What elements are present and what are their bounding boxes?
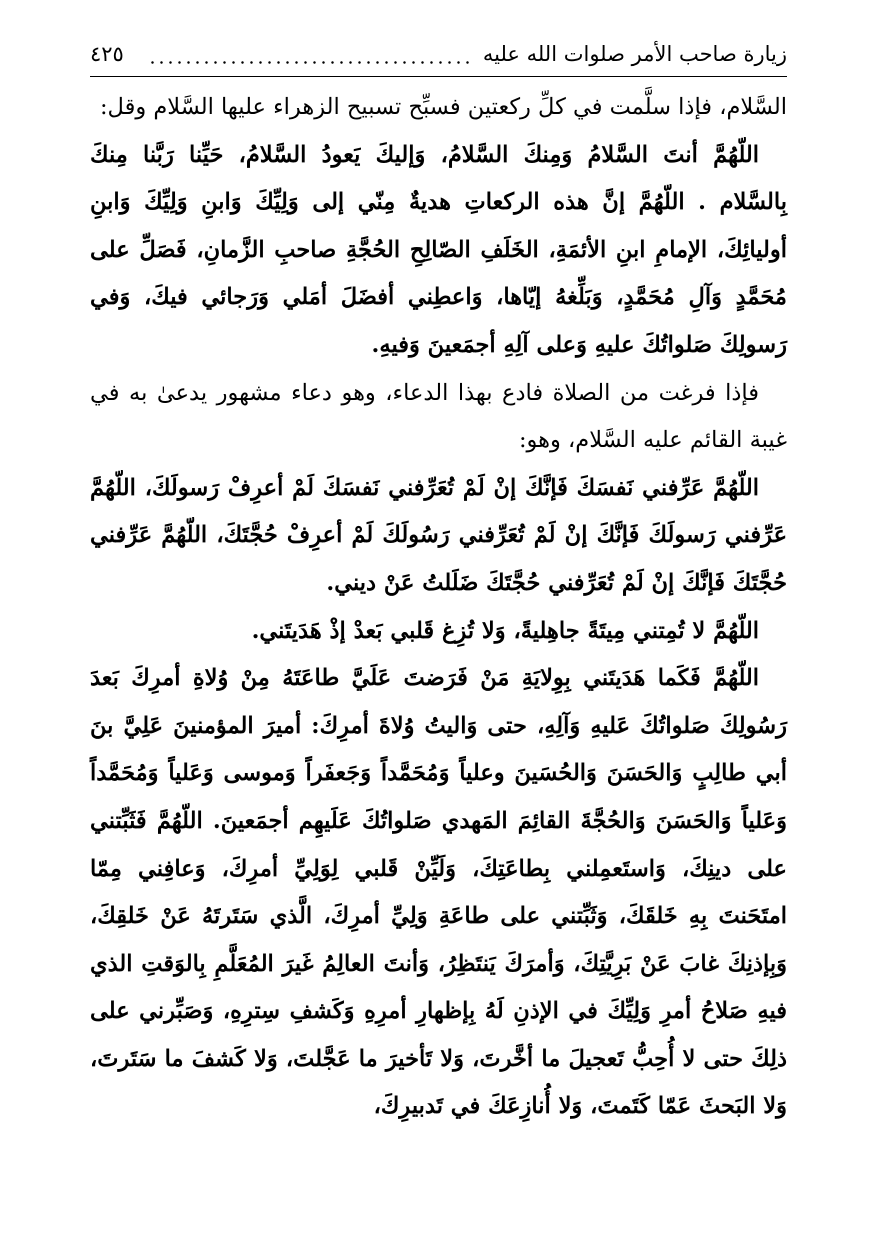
paragraph-prayer-3: اللّهُمَّ لا تُمِتني مِيتَةً جاهِليةً، وَلا تُزِغ قَلبي بَعدْ إذْ هَدَيتَني.: [251, 617, 759, 644]
dot-leaders: [148, 48, 472, 68]
paragraph-instruction-2: فإذا فرغت من الصلاة فادع بهذا الدعاء، وهو دعاء مشهور يدعىٰ به في غيبة القائم عليه السَّلام، وهو:: [90, 379, 787, 454]
paragraph-prayer-4: اللّهُمَّ فَكَما هَدَيتَني بِوِلايَةِ مَنْ فَرَضتَ عَلَيَّ طاعَتَهُ مِنْ وُلاةِ أمرِكَ بَعدَ رَسُولِكَ صَلواتُكَ عَليهِ وَآلِهِ، حتى وَاليتُ وُلاةَ أمرِكَ: أميرَ المؤمنينَ عَلِيَّ بنَ أبي طالِبٍ وَالحَسَنَ وَالحُسَينَ وعلياً وَمُحَمَّداً وَجَعفَراً وَموسى وَعَلياً وَمُحَمَّداً وَعَلياً وَالحَسَنَ وَالحُجَّةَ القائِمَ المَهدي صَلواتُكَ عَلَيهِم أجمَعينَ. اللّهُمَّ فَثَبِّتني على دينِكَ، وَاستَعمِلني بِطاعَتِكَ، وَلَيِّنْ قَلبي لِوَلِيِّ أمرِكَ، وَعافِني مِمّا امتَحَنتَ بِهِ خَلقَكَ، وَثَبِّتني على طاعَةِ وَلِيِّ أمرِكَ، الَّذي سَتَرتَهُ عَنْ خَلقِكَ، وَبِإذنِكَ غابَ عَنْ بَرِيَّتِكَ، وَأمرَكَ يَنتَظِرُ، وَأنتَ العالِمُ غَيرَ المُعَلَّمِ بِالوَقتِ الذي فيهِ صَلاحُ أمرِ وَلِيِّكَ في الإذنِ لَهُ بِإظهارِ أمرِهِ وَكَشفِ سِترِهِ، وَصَبِّرني على ذلِكَ حتى لا أُحِبُّ تَعجيلَ ما أخَّرتَ، وَلا تَأخيرَ ما عَجَّلتَ، وَلا كَشفَ ما سَتَرتَ، وَلا البَحثَ عَمّا كَتَمتَ، وَلا أُنازِعَكَ في تَدبيرِكَ،: [90, 665, 787, 1120]
paragraph-prayer-1: اللّهُمَّ أنتَ السَّلامُ وَمِنكَ السَّلامُ، وَإليكَ يَعودُ السَّلامُ، حَيِّنا رَبَّنا مِنكَ بِالسَّلام . اللّهُمَّ إنَّ هذه الركعاتِ هديةٌ مِنّي إلى وَلِيِّكَ وَابنِ وَلِيِّكَ وَابنِ أوليائِكَ، الإمامِ ابنِ الأئمَةِ، الخَلَفِ الصّالِحِ الحُجَّةِ صاحبِ الزَّمانِ، فَصَلِّ على مُحَمَّدٍ وَآلِ مُحَمَّدٍ، وَبَلِّغهُ إيّاها، وَاعطِني أفضَلَ أمَلي وَرَجائي فيكَ، وَفي رَسولِكَ صَلواتُكَ عليهِ وَعلى آلِهِ أجمَعينَ وَفيهِ.: [90, 141, 787, 358]
page-header: [90, 40, 787, 77]
paragraph-prayer-2: اللّهُمَّ عَرِّفني نَفسَكَ فَإنَّكَ إنْ لَمْ تُعَرِّفني نَفسَكَ لَمْ أعرِفْ رَسولَكَ، اللّهُمَّ عَرِّفني رَسولَكَ فَإنَّكَ إنْ لَمْ تُعَرِّفني رَسُولَكَ لَمْ أعرِفْ حُجَّتَكَ، اللّهُمَّ عَرِّفني حُجَّتَكَ فَإنَّكَ إنْ لَمْ تُعَرِّفني حُجَّتَكَ ضَلَلتُ عَنْ ديني.: [90, 474, 787, 596]
running-title: زيارة صاحب الأمر صلوات الله عليه: [482, 42, 787, 66]
page-number: ٤٢٥: [90, 42, 124, 66]
page-body: [90, 84, 787, 1131]
paragraph-instruction-1: السَّلام، فإذا سلَّمت في كلِّ ركعتين فسبِّح تسبيح الزهراء عليها السَّلام وقل:: [99, 94, 787, 120]
